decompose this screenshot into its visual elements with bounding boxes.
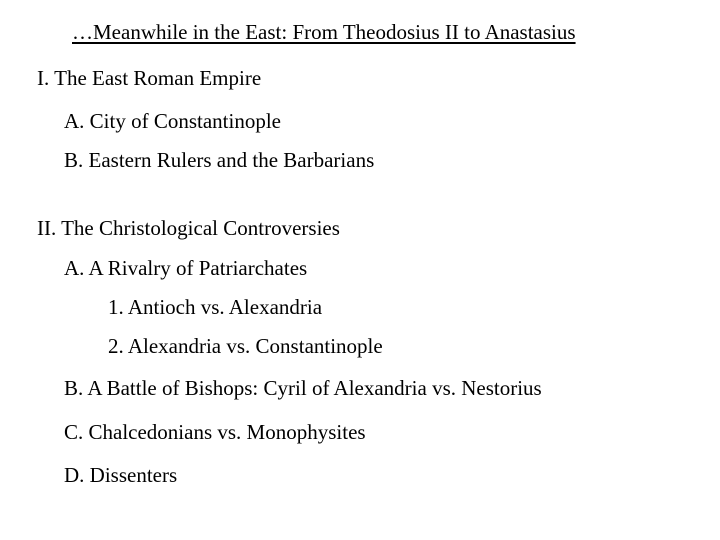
section-2-item-a-sub-2: 2. Alexandria vs. Constantinople bbox=[108, 334, 383, 358]
section-2-item-d: D. Dissenters bbox=[64, 463, 178, 487]
section-2-heading: II. The Christological Controversies bbox=[37, 216, 340, 240]
slide-title: …Meanwhile in the East: From Theodosius II to Anastasius bbox=[72, 20, 576, 44]
section-2-item-c: C. Chalcedonians vs. Monophysites bbox=[64, 420, 366, 444]
section-1-heading: I. The East Roman Empire bbox=[37, 66, 262, 90]
section-1-item-a: A. City of Constantinople bbox=[64, 109, 281, 133]
section-2-item-a: A. A Rivalry of Patriarchates bbox=[64, 256, 308, 280]
section-1-item-b: B. Eastern Rulers and the Barbarians bbox=[64, 148, 375, 172]
section-2-item-b: B. A Battle of Bishops: Cyril of Alexandria vs. Nestorius bbox=[64, 376, 542, 400]
section-2-item-a-sub-1: 1. Antioch vs. Alexandria bbox=[108, 295, 323, 319]
